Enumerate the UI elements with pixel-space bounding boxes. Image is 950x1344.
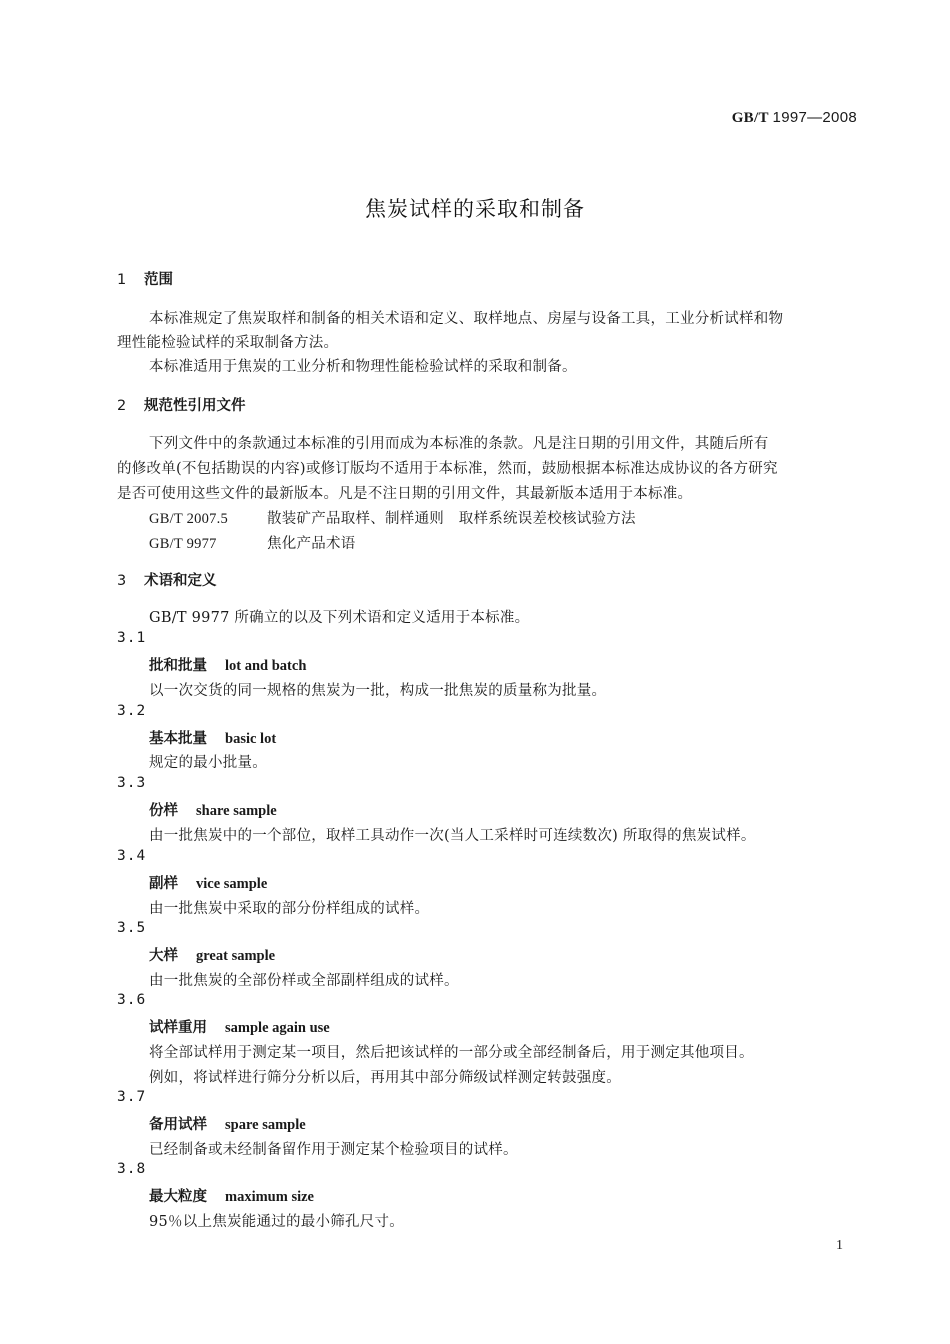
section-title: 规范性引用文件 [144, 398, 246, 414]
normative-reference [149, 507, 636, 528]
section-number: 1 [117, 272, 127, 288]
term-definition: 将全部试样用于测定某一项目，然后把该试样的一部分或全部经制备后，用于测定其他项目。 [149, 1045, 754, 1061]
section-number: 2 [117, 398, 127, 414]
document-title: 焦炭试样的采取和制备 [365, 197, 585, 221]
term-name [149, 944, 275, 965]
section-heading-3 [117, 569, 217, 590]
reference-title: 散装矿产品取样、制样通则 取样系统误差校核试验方法 [267, 511, 636, 527]
term-en: share sample [196, 803, 277, 819]
term-example: 例如，将试样进行筛分分析以后，再用其中部分筛级试样测定转鼓强度。 [149, 1070, 621, 1086]
paragraph-line: 本标准适用于焦炭的工业分析和物理性能检验试样的采取和制备。 [149, 359, 577, 375]
reference-code: GB/T 9977 [149, 536, 217, 552]
paragraph-line: 下列文件中的条款通过本标准的引用而成为本标准的条款。凡是注日期的引用文件，其随后所有 [149, 436, 769, 452]
term-name [149, 872, 267, 893]
section-title: 术语和定义 [144, 573, 217, 589]
term-zh: 份样 [149, 803, 178, 819]
term-zh: 大样 [149, 948, 178, 964]
term-name [149, 1185, 314, 1206]
term-zh: 最大粒度 [149, 1189, 207, 1205]
section-title: 范围 [144, 272, 173, 288]
reference-code: GB/T 2007.5 [149, 511, 229, 527]
term-number: 3.5 [117, 920, 147, 936]
term-zh: 批和批量 [149, 658, 207, 674]
paragraph-line: 本标准规定了焦炭取样和制备的相关术语和定义、取样地点、房屋与设备工具，工业分析试样和物 [149, 311, 784, 327]
term-number: 3.4 [117, 848, 147, 864]
term-en: great sample [196, 948, 276, 964]
standard-number [732, 109, 857, 127]
term-number: 3.7 [117, 1089, 147, 1105]
term-name [149, 727, 276, 748]
term-en: maximum size [225, 1189, 314, 1205]
term-en: spare sample [225, 1117, 306, 1133]
term-number: 3.3 [117, 775, 147, 791]
term-zh: 试样重用 [149, 1020, 207, 1036]
reference-title: 焦化产品术语 [267, 536, 356, 552]
term-name [149, 1016, 330, 1037]
standard-prefix: GB/T [731, 110, 769, 126]
term-definition: 95％以上焦炭能通过的最小筛孔尺寸。 [149, 1214, 404, 1230]
paragraph-line: GB/T 9977 所确立的以及下列术语和定义适用于本标准。 [149, 610, 530, 626]
term-definition: 由一批焦炭的全部份样或全部副样组成的试样。 [149, 973, 459, 989]
paragraph-line: 理性能检验试样的采取制备方法。 [117, 335, 339, 351]
term-definition: 已经制备或未经制备留作用于测定某个检验项目的试样。 [149, 1142, 518, 1158]
term-number: 3.1 [117, 630, 147, 646]
standard-year: 1997—2008 [772, 109, 857, 126]
term-en: vice sample [196, 876, 268, 892]
term-definition: 以一次交货的同一规格的焦炭为一批，构成一批焦炭的质量称为批量。 [149, 683, 607, 699]
term-en: lot and batch [225, 658, 307, 674]
term-zh: 副样 [149, 876, 178, 892]
term-definition: 规定的最小批量。 [149, 755, 267, 771]
term-name [149, 1113, 306, 1134]
term-number: 3.8 [117, 1161, 147, 1177]
term-en: sample again use [225, 1020, 330, 1036]
term-name [149, 799, 277, 820]
paragraph-line: 是否可使用这些文件的最新版本。凡是不注日期的引用文件，其最新版本适用于本标准。 [117, 486, 693, 502]
section-heading-2 [117, 394, 246, 415]
term-zh: 备用试样 [149, 1117, 207, 1133]
normative-reference [149, 532, 356, 553]
section-heading-1 [117, 268, 173, 289]
term-name [149, 654, 306, 675]
paragraph-line: 的修改单(不包括勘误的内容)或修订版均不适用于本标准，然而，鼓励根据本标准达成协议的各方研究 [117, 461, 778, 477]
term-number: 3.6 [117, 992, 147, 1008]
term-number: 3.2 [117, 703, 147, 719]
term-definition: 由一批焦炭中采取的部分份样组成的试样。 [149, 901, 430, 917]
section-number: 3 [117, 573, 127, 589]
term-en: basic lot [225, 731, 277, 747]
term-zh: 基本批量 [149, 731, 207, 747]
term-definition: 由一批焦炭中的一个部位，取样工具动作一次(当人工采样时可连续数次) 所取得的焦炭试样。 [149, 828, 756, 844]
page-number: 1 [836, 1238, 843, 1253]
